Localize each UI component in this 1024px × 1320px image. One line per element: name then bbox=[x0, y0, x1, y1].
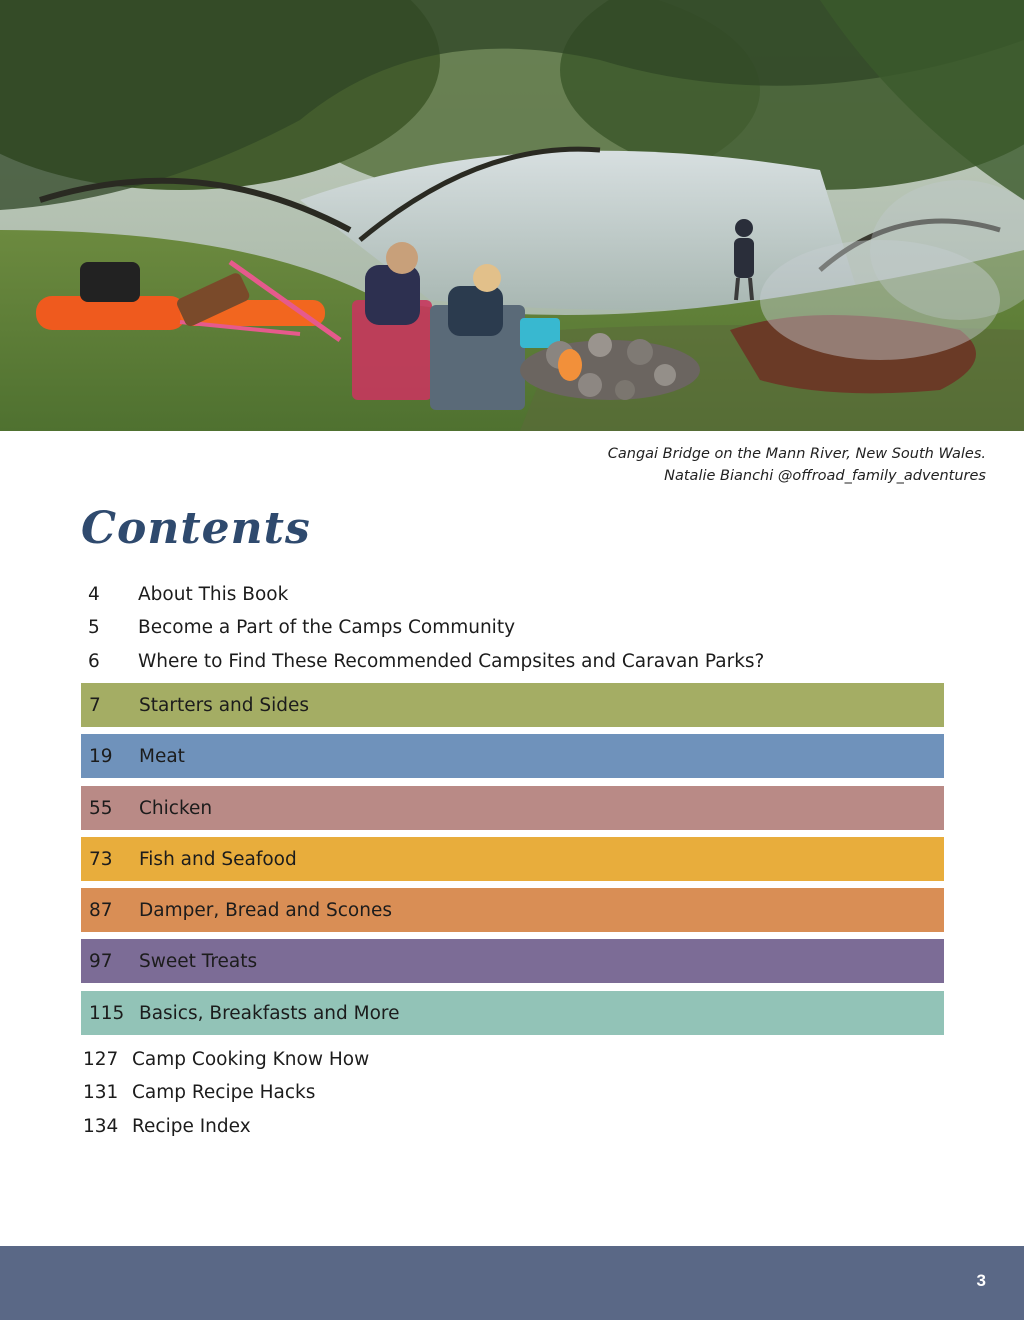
campsite-river-photo bbox=[0, 0, 1024, 431]
toc-page-number: 87 bbox=[89, 899, 113, 921]
toc-page-number: 4 bbox=[88, 583, 100, 605]
toc-title: About This Book bbox=[138, 583, 289, 605]
caption-location: Cangai Bridge on the Mann River, New South Wales. bbox=[607, 446, 986, 462]
toc-title: Basics, Breakfasts and More bbox=[139, 1002, 400, 1024]
contents-heading: Contents bbox=[81, 503, 311, 554]
toc-section-damper[interactable] bbox=[81, 888, 944, 932]
toc-title: Sweet Treats bbox=[139, 950, 258, 972]
toc-page-number: 115 bbox=[89, 1002, 125, 1024]
toc-page-number: 73 bbox=[89, 848, 113, 870]
toc-page-number: 131 bbox=[83, 1081, 119, 1103]
toc-page-number: 134 bbox=[83, 1115, 119, 1137]
toc-title: Starters and Sides bbox=[139, 694, 310, 716]
toc-item-campsites[interactable] bbox=[88, 644, 764, 678]
page-footer bbox=[0, 1246, 1024, 1320]
toc-page-number: 5 bbox=[88, 616, 100, 638]
toc-title: Damper, Bread and Scones bbox=[139, 899, 392, 921]
hero-photo bbox=[0, 0, 1024, 431]
toc-title: Meat bbox=[139, 745, 185, 767]
toc-section-sweet[interactable] bbox=[81, 939, 944, 983]
toc-item-hacks[interactable] bbox=[83, 1075, 315, 1109]
toc-title: Camp Recipe Hacks bbox=[132, 1081, 316, 1103]
toc-page-number: 55 bbox=[89, 797, 113, 819]
toc-page-number: 19 bbox=[89, 745, 113, 767]
toc-section-meat[interactable] bbox=[81, 734, 944, 778]
toc-item-about[interactable] bbox=[88, 577, 288, 611]
toc-title: Fish and Seafood bbox=[139, 848, 297, 870]
toc-title: Camp Cooking Know How bbox=[132, 1048, 370, 1070]
toc-title: Chicken bbox=[139, 797, 213, 819]
toc-section-fish[interactable] bbox=[81, 837, 944, 881]
toc-item-community[interactable] bbox=[88, 610, 515, 644]
toc-section-starters[interactable] bbox=[81, 683, 944, 727]
toc-title: Recipe Index bbox=[132, 1115, 251, 1137]
caption-credit: Natalie Bianchi @offroad_family_adventures bbox=[664, 468, 986, 484]
toc-page-number: 6 bbox=[88, 650, 100, 672]
toc-title: Become a Part of the Camps Community bbox=[138, 616, 516, 638]
toc-page-number: 7 bbox=[89, 694, 101, 716]
page-number: 3 bbox=[976, 1271, 986, 1290]
toc-section-basics[interactable] bbox=[81, 991, 944, 1035]
toc-title: Where to Find These Recommended Campsites and Caravan Parks? bbox=[138, 650, 765, 672]
toc-section-chicken[interactable] bbox=[81, 786, 944, 830]
toc-item-index[interactable] bbox=[83, 1109, 251, 1143]
toc-page-number: 97 bbox=[89, 950, 113, 972]
toc-page-number: 127 bbox=[83, 1048, 119, 1070]
photo-caption bbox=[608, 443, 986, 487]
toc-item-know-how[interactable] bbox=[83, 1042, 369, 1076]
